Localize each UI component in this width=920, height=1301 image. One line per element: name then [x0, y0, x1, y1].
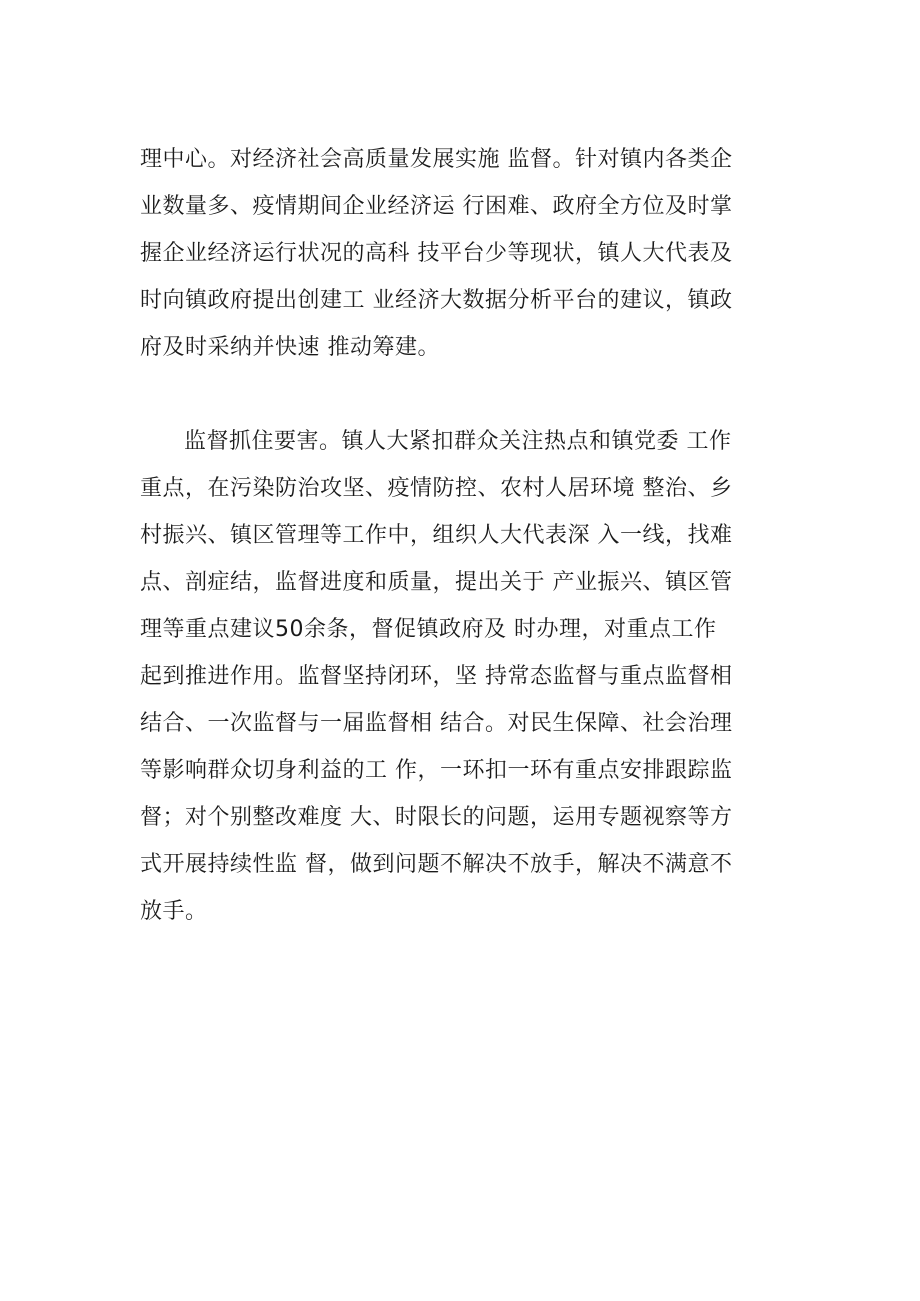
paragraph-1 — [140, 136, 790, 371]
text-line: 理中心。对经济社会高质量发展实施 监督。针对镇内各类企 — [140, 147, 733, 172]
text-line: 理等重点建议50余条，督促镇政府及 时办理，对重点工作 — [140, 617, 717, 642]
text-line: 起到推进作用。监督坚持闭环，坚 持常态监督与重点监督相 — [140, 664, 733, 689]
text-line: 督；对个别整改难度 大、时限长的问题，运用专题视察等方 — [140, 805, 733, 830]
paragraph-2 — [140, 418, 790, 935]
text-line: 放手。 — [140, 899, 208, 924]
text-line: 业数量多、疫情期间企业经济运 行困难、政府全方位及时掌 — [140, 194, 733, 219]
text-line: 握企业经济运行状况的高科 技平台少等现状，镇人大代表及 — [140, 241, 733, 266]
text-line: 时向镇政府提出创建工 业经济大数据分析平台的建议，镇政 — [140, 288, 733, 313]
text-line: 重点，在污染防治攻坚、疫情防控、农村人居环境 整治、乡 — [140, 476, 733, 501]
text-line: 村振兴、镇区管理等工作中，组织人大代表深 入一线，找难 — [140, 523, 733, 548]
text-line: 府及时采纳并快速 推动筹建。 — [140, 335, 440, 360]
text-line: 等影响群众切身利益的工 作，一环扣一环有重点安排跟踪监 — [140, 758, 733, 783]
text-line: 监督抓住要害。镇人大紧扣群众关注热点和镇党委 工作 — [184, 429, 732, 454]
text-line: 式开展持续性监 督，做到问题不解决不放手，解决不满意不 — [140, 852, 733, 877]
text-line: 结合、一次监督与一届监督相 结合。对民生保障、社会治理 — [140, 711, 733, 736]
text-line: 点、剖症结，监督进度和质量，提出关于 产业振兴、镇区管 — [140, 570, 733, 595]
